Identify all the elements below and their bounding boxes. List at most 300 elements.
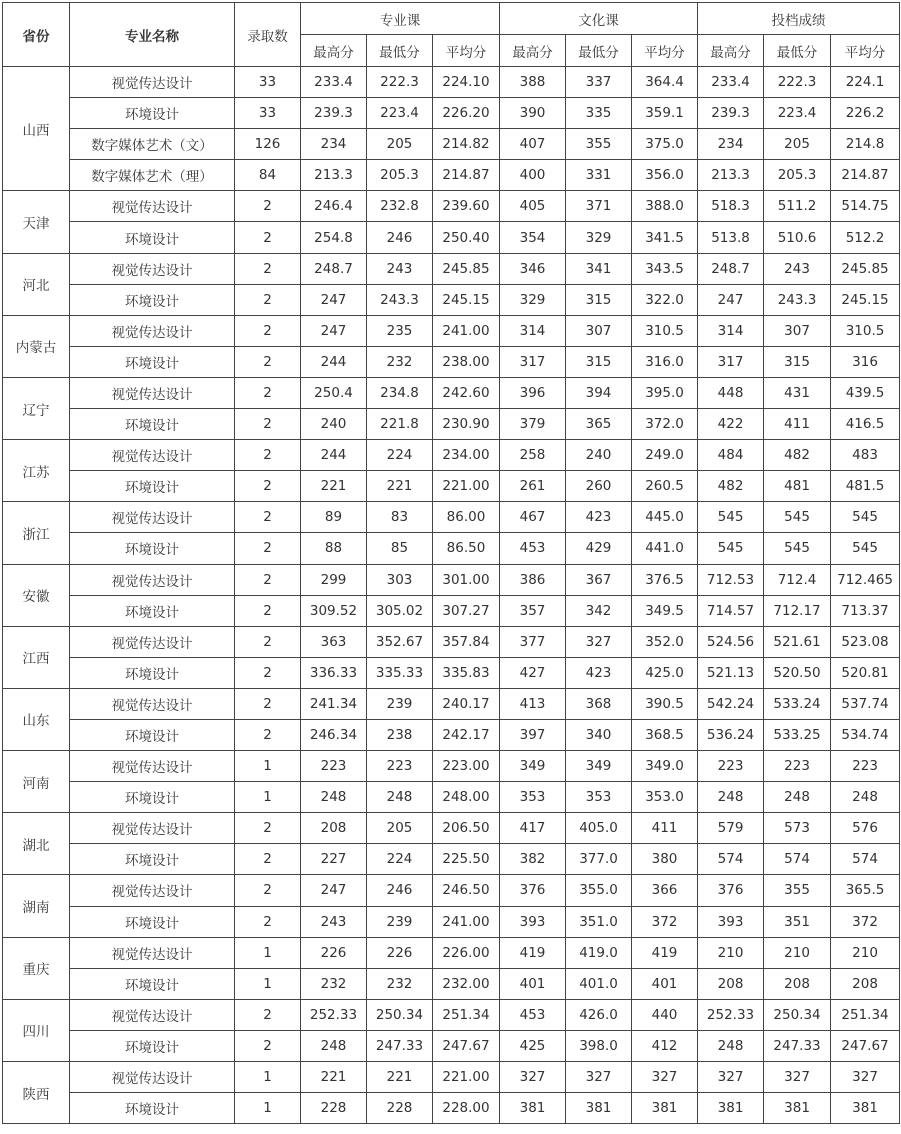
filing-min-cell: 545	[764, 533, 831, 564]
culture-avg-cell: 341.5	[632, 222, 698, 253]
prof-max-cell: 299	[301, 564, 367, 595]
filing-max-cell: 248	[698, 1030, 764, 1061]
table-row	[3, 377, 900, 408]
province-cell: 四川	[3, 999, 70, 1061]
culture-min-cell: 337	[566, 67, 632, 98]
major-cell: 视觉传达设计	[70, 67, 235, 98]
prof-min-cell: 335.33	[367, 657, 433, 688]
table-row	[3, 191, 900, 222]
province-cell: 陕西	[3, 1062, 70, 1124]
prof-min-cell: 239	[367, 906, 433, 937]
prof-max-cell: 247	[301, 315, 367, 346]
major-cell: 视觉传达设计	[70, 751, 235, 782]
prof-max-cell: 232	[301, 968, 367, 999]
culture-max-cell: 400	[500, 160, 566, 191]
prof-avg-cell: 246.50	[433, 875, 500, 906]
prof-avg-cell: 245.15	[433, 284, 500, 315]
table-row	[3, 999, 900, 1030]
filing-avg-cell: 327	[831, 1062, 900, 1093]
culture-max-cell: 381	[500, 1093, 566, 1124]
filing-min-cell: 208	[764, 968, 831, 999]
filing-max-cell: 208	[698, 968, 764, 999]
filing-max-cell: 239.3	[698, 98, 764, 129]
culture-max-cell: 377	[500, 626, 566, 657]
admitted-cell: 126	[235, 129, 301, 160]
province-cell: 安徽	[3, 564, 70, 626]
prof-avg-cell: 238.00	[433, 346, 500, 377]
prof-avg-cell: 86.00	[433, 502, 500, 533]
table-row	[3, 844, 900, 875]
culture-avg-cell: 388.0	[632, 191, 698, 222]
culture-min-cell: 426.0	[566, 999, 632, 1030]
prof-avg-cell: 241.00	[433, 315, 500, 346]
major-cell: 视觉传达设计	[70, 502, 235, 533]
filing-min-cell: 351	[764, 906, 831, 937]
filing-max-cell: 213.3	[698, 160, 764, 191]
table-row	[3, 409, 900, 440]
major-cell: 环境设计	[70, 657, 235, 688]
table-row	[3, 533, 900, 564]
culture-avg-cell: 349.5	[632, 595, 698, 626]
prof-max-cell: 247	[301, 875, 367, 906]
table-row	[3, 98, 900, 129]
filing-min-cell: 481	[764, 471, 831, 502]
prof-min-cell: 303	[367, 564, 433, 595]
culture-max-cell: 427	[500, 657, 566, 688]
major-cell: 环境设计	[70, 1030, 235, 1061]
filing-min-cell: 510.6	[764, 222, 831, 253]
culture-avg-cell: 260.5	[632, 471, 698, 502]
header-max: 最高分	[698, 35, 764, 67]
prof-max-cell: 239.3	[301, 98, 367, 129]
prof-min-cell: 232	[367, 968, 433, 999]
admitted-cell: 2	[235, 844, 301, 875]
prof-min-cell: 246	[367, 222, 433, 253]
prof-avg-cell: 357.84	[433, 626, 500, 657]
prof-avg-cell: 241.00	[433, 906, 500, 937]
header-max: 最高分	[500, 35, 566, 67]
culture-min-cell: 419.0	[566, 937, 632, 968]
prof-min-cell: 222.3	[367, 67, 433, 98]
filing-min-cell: 355	[764, 875, 831, 906]
prof-avg-cell: 242.17	[433, 719, 500, 750]
filing-max-cell: 376	[698, 875, 764, 906]
culture-avg-cell: 343.5	[632, 253, 698, 284]
culture-min-cell: 429	[566, 533, 632, 564]
prof-min-cell: 224	[367, 844, 433, 875]
prof-avg-cell: 86.50	[433, 533, 500, 564]
prof-max-cell: 221	[301, 471, 367, 502]
filing-avg-cell: 214.8	[831, 129, 900, 160]
filing-min-cell: 205	[764, 129, 831, 160]
culture-avg-cell: 401	[632, 968, 698, 999]
admitted-cell: 2	[235, 502, 301, 533]
prof-min-cell: 243.3	[367, 284, 433, 315]
filing-avg-cell: 483	[831, 440, 900, 471]
filing-min-cell: 250.34	[764, 999, 831, 1030]
major-cell: 数字媒体艺术（理）	[70, 160, 235, 191]
header-min: 最低分	[764, 35, 831, 67]
filing-min-cell: 243.3	[764, 284, 831, 315]
culture-avg-cell: 352.0	[632, 626, 698, 657]
culture-max-cell: 396	[500, 377, 566, 408]
prof-avg-cell: 251.34	[433, 999, 500, 1030]
table-body	[3, 67, 900, 1124]
major-cell: 视觉传达设计	[70, 813, 235, 844]
prof-min-cell: 234.8	[367, 377, 433, 408]
prof-min-cell: 205	[367, 129, 433, 160]
filing-min-cell: 533.25	[764, 719, 831, 750]
culture-min-cell: 381	[566, 1093, 632, 1124]
admitted-cell: 84	[235, 160, 301, 191]
prof-max-cell: 248.7	[301, 253, 367, 284]
major-cell: 环境设计	[70, 1093, 235, 1124]
culture-min-cell: 401.0	[566, 968, 632, 999]
prof-avg-cell: 223.00	[433, 751, 500, 782]
table-row	[3, 160, 900, 191]
filing-avg-cell: 439.5	[831, 377, 900, 408]
culture-max-cell: 405	[500, 191, 566, 222]
culture-max-cell: 258	[500, 440, 566, 471]
filing-avg-cell: 372	[831, 906, 900, 937]
major-cell: 视觉传达设计	[70, 191, 235, 222]
admitted-cell: 2	[235, 906, 301, 937]
filing-avg-cell: 534.74	[831, 719, 900, 750]
filing-avg-cell: 214.87	[831, 160, 900, 191]
header-province: 省份	[3, 3, 70, 67]
filing-avg-cell: 537.74	[831, 688, 900, 719]
table-row	[3, 440, 900, 471]
admitted-cell: 2	[235, 875, 301, 906]
filing-avg-cell: 245.85	[831, 253, 900, 284]
filing-avg-cell: 512.2	[831, 222, 900, 253]
prof-max-cell: 363	[301, 626, 367, 657]
filing-avg-cell: 545	[831, 533, 900, 564]
filing-max-cell: 448	[698, 377, 764, 408]
culture-min-cell: 315	[566, 346, 632, 377]
prof-max-cell: 244	[301, 346, 367, 377]
culture-avg-cell: 441.0	[632, 533, 698, 564]
prof-avg-cell: 307.27	[433, 595, 500, 626]
header-min: 最低分	[367, 35, 433, 67]
prof-min-cell: 83	[367, 502, 433, 533]
filing-min-cell: 307	[764, 315, 831, 346]
culture-avg-cell: 349.0	[632, 751, 698, 782]
filing-min-cell: 243	[764, 253, 831, 284]
prof-max-cell: 89	[301, 502, 367, 533]
table-row	[3, 595, 900, 626]
culture-max-cell: 346	[500, 253, 566, 284]
culture-min-cell: 260	[566, 471, 632, 502]
major-cell: 视觉传达设计	[70, 315, 235, 346]
admitted-cell: 2	[235, 377, 301, 408]
major-cell: 视觉传达设计	[70, 626, 235, 657]
filing-min-cell: 712.17	[764, 595, 831, 626]
province-cell: 江西	[3, 626, 70, 688]
filing-avg-cell: 416.5	[831, 409, 900, 440]
table-row	[3, 626, 900, 657]
culture-min-cell: 340	[566, 719, 632, 750]
filing-avg-cell: 381	[831, 1093, 900, 1124]
culture-min-cell: 423	[566, 657, 632, 688]
filing-max-cell: 545	[698, 502, 764, 533]
prof-min-cell: 228	[367, 1093, 433, 1124]
admission-score-table	[2, 2, 900, 1124]
prof-max-cell: 240	[301, 409, 367, 440]
filing-avg-cell: 310.5	[831, 315, 900, 346]
admitted-cell: 1	[235, 1093, 301, 1124]
province-cell: 山西	[3, 67, 70, 191]
admitted-cell: 2	[235, 1030, 301, 1061]
prof-avg-cell: 226.20	[433, 98, 500, 129]
filing-min-cell: 431	[764, 377, 831, 408]
admitted-cell: 2	[235, 191, 301, 222]
culture-avg-cell: 376.5	[632, 564, 698, 595]
admitted-cell: 2	[235, 719, 301, 750]
culture-min-cell: 349	[566, 751, 632, 782]
table-row	[3, 937, 900, 968]
culture-min-cell: 355	[566, 129, 632, 160]
culture-max-cell: 357	[500, 595, 566, 626]
culture-avg-cell: 372.0	[632, 409, 698, 440]
culture-min-cell: 355.0	[566, 875, 632, 906]
table-row	[3, 67, 900, 98]
prof-min-cell: 250.34	[367, 999, 433, 1030]
culture-max-cell: 386	[500, 564, 566, 595]
culture-max-cell: 327	[500, 1062, 566, 1093]
major-cell: 环境设计	[70, 471, 235, 502]
province-cell: 山东	[3, 688, 70, 750]
major-cell: 视觉传达设计	[70, 999, 235, 1030]
culture-avg-cell: 366	[632, 875, 698, 906]
major-cell: 环境设计	[70, 906, 235, 937]
filing-avg-cell: 247.67	[831, 1030, 900, 1061]
major-cell: 环境设计	[70, 719, 235, 750]
prof-min-cell: 232.8	[367, 191, 433, 222]
prof-min-cell: 224	[367, 440, 433, 471]
header-professional-course: 专业课	[301, 3, 500, 35]
major-cell: 视觉传达设计	[70, 688, 235, 719]
header-admitted: 录取数	[235, 3, 301, 67]
filing-avg-cell: 251.34	[831, 999, 900, 1030]
prof-max-cell: 208	[301, 813, 367, 844]
filing-max-cell: 521.13	[698, 657, 764, 688]
filing-min-cell: 574	[764, 844, 831, 875]
culture-avg-cell: 322.0	[632, 284, 698, 315]
province-cell: 浙江	[3, 502, 70, 564]
admitted-cell: 2	[235, 253, 301, 284]
prof-max-cell: 243	[301, 906, 367, 937]
table-row	[3, 564, 900, 595]
prof-min-cell: 232	[367, 346, 433, 377]
culture-max-cell: 379	[500, 409, 566, 440]
province-cell: 天津	[3, 191, 70, 253]
culture-min-cell: 365	[566, 409, 632, 440]
table-row	[3, 346, 900, 377]
filing-max-cell: 247	[698, 284, 764, 315]
admitted-cell: 2	[235, 284, 301, 315]
table-row	[3, 1030, 900, 1061]
culture-max-cell: 467	[500, 502, 566, 533]
admitted-cell: 2	[235, 564, 301, 595]
major-cell: 环境设计	[70, 98, 235, 129]
table-row	[3, 906, 900, 937]
culture-avg-cell: 440	[632, 999, 698, 1030]
culture-avg-cell: 368.5	[632, 719, 698, 750]
culture-avg-cell: 375.0	[632, 129, 698, 160]
culture-min-cell: 398.0	[566, 1030, 632, 1061]
culture-avg-cell: 381	[632, 1093, 698, 1124]
prof-min-cell: 243	[367, 253, 433, 284]
admitted-cell: 1	[235, 968, 301, 999]
admitted-cell: 2	[235, 440, 301, 471]
filing-avg-cell: 576	[831, 813, 900, 844]
culture-max-cell: 261	[500, 471, 566, 502]
province-cell: 内蒙古	[3, 315, 70, 377]
prof-max-cell: 88	[301, 533, 367, 564]
culture-max-cell: 382	[500, 844, 566, 875]
major-cell: 环境设计	[70, 844, 235, 875]
filing-min-cell: 327	[764, 1062, 831, 1093]
admitted-cell: 2	[235, 315, 301, 346]
filing-avg-cell: 713.37	[831, 595, 900, 626]
culture-avg-cell: 412	[632, 1030, 698, 1061]
filing-min-cell: 315	[764, 346, 831, 377]
culture-max-cell: 390	[500, 98, 566, 129]
major-cell: 视觉传达设计	[70, 253, 235, 284]
header-avg: 平均分	[433, 35, 500, 67]
table-row	[3, 813, 900, 844]
filing-min-cell: 223.4	[764, 98, 831, 129]
table-row	[3, 719, 900, 750]
major-cell: 环境设计	[70, 595, 235, 626]
filing-max-cell: 513.8	[698, 222, 764, 253]
filing-avg-cell: 712.465	[831, 564, 900, 595]
major-cell: 环境设计	[70, 782, 235, 813]
filing-max-cell: 393	[698, 906, 764, 937]
prof-min-cell: 248	[367, 782, 433, 813]
prof-avg-cell: 228.00	[433, 1093, 500, 1124]
major-cell: 视觉传达设计	[70, 440, 235, 471]
prof-max-cell: 233.4	[301, 67, 367, 98]
culture-min-cell: 307	[566, 315, 632, 346]
culture-min-cell: 329	[566, 222, 632, 253]
prof-avg-cell: 245.85	[433, 253, 500, 284]
filing-avg-cell: 226.2	[831, 98, 900, 129]
culture-min-cell: 351.0	[566, 906, 632, 937]
prof-min-cell: 247.33	[367, 1030, 433, 1061]
culture-avg-cell: 419	[632, 937, 698, 968]
filing-max-cell: 210	[698, 937, 764, 968]
culture-min-cell: 327	[566, 1062, 632, 1093]
prof-max-cell: 227	[301, 844, 367, 875]
major-cell: 视觉传达设计	[70, 1062, 235, 1093]
admitted-cell: 2	[235, 471, 301, 502]
province-cell: 辽宁	[3, 377, 70, 439]
culture-max-cell: 354	[500, 222, 566, 253]
table-row	[3, 502, 900, 533]
table-row	[3, 657, 900, 688]
province-cell: 河南	[3, 751, 70, 813]
prof-avg-cell: 242.60	[433, 377, 500, 408]
filing-avg-cell: 223	[831, 751, 900, 782]
prof-max-cell: 228	[301, 1093, 367, 1124]
culture-avg-cell: 390.5	[632, 688, 698, 719]
culture-max-cell: 419	[500, 937, 566, 968]
culture-max-cell: 413	[500, 688, 566, 719]
culture-min-cell: 394	[566, 377, 632, 408]
culture-min-cell: 335	[566, 98, 632, 129]
table-row	[3, 129, 900, 160]
filing-max-cell: 317	[698, 346, 764, 377]
filing-min-cell: 482	[764, 440, 831, 471]
filing-min-cell: 521.61	[764, 626, 831, 657]
prof-max-cell: 247	[301, 284, 367, 315]
major-cell: 环境设计	[70, 968, 235, 999]
admitted-cell: 2	[235, 813, 301, 844]
culture-min-cell: 315	[566, 284, 632, 315]
culture-max-cell: 314	[500, 315, 566, 346]
table-row	[3, 782, 900, 813]
major-cell: 环境设计	[70, 284, 235, 315]
header-filing-score: 投档成绩	[698, 3, 900, 35]
culture-avg-cell: 356.0	[632, 160, 698, 191]
culture-min-cell: 353	[566, 782, 632, 813]
prof-avg-cell: 250.40	[433, 222, 500, 253]
header-major: 专业名称	[70, 3, 235, 67]
admitted-cell: 2	[235, 222, 301, 253]
prof-min-cell: 205	[367, 813, 433, 844]
filing-min-cell: 520.50	[764, 657, 831, 688]
prof-avg-cell: 221.00	[433, 1062, 500, 1093]
admitted-cell: 1	[235, 1062, 301, 1093]
prof-min-cell: 238	[367, 719, 433, 750]
culture-avg-cell: 310.5	[632, 315, 698, 346]
culture-max-cell: 417	[500, 813, 566, 844]
table-row	[3, 471, 900, 502]
filing-max-cell: 223	[698, 751, 764, 782]
filing-min-cell: 573	[764, 813, 831, 844]
culture-avg-cell: 372	[632, 906, 698, 937]
prof-avg-cell: 224.10	[433, 67, 500, 98]
table-row	[3, 284, 900, 315]
prof-min-cell: 226	[367, 937, 433, 968]
filing-max-cell: 248.7	[698, 253, 764, 284]
prof-avg-cell: 225.50	[433, 844, 500, 875]
culture-max-cell: 349	[500, 751, 566, 782]
filing-max-cell: 482	[698, 471, 764, 502]
filing-max-cell: 234	[698, 129, 764, 160]
culture-avg-cell: 380	[632, 844, 698, 875]
header-max: 最高分	[301, 35, 367, 67]
culture-max-cell: 425	[500, 1030, 566, 1061]
prof-max-cell: 234	[301, 129, 367, 160]
prof-max-cell: 309.52	[301, 595, 367, 626]
culture-min-cell: 240	[566, 440, 632, 471]
prof-min-cell: 246	[367, 875, 433, 906]
filing-avg-cell: 545	[831, 502, 900, 533]
prof-min-cell: 235	[367, 315, 433, 346]
header-min: 最低分	[566, 35, 632, 67]
filing-max-cell: 714.57	[698, 595, 764, 626]
major-cell: 环境设计	[70, 222, 235, 253]
filing-avg-cell: 523.08	[831, 626, 900, 657]
prof-max-cell: 221	[301, 1062, 367, 1093]
prof-max-cell: 248	[301, 1030, 367, 1061]
prof-min-cell: 221	[367, 1062, 433, 1093]
prof-avg-cell: 234.00	[433, 440, 500, 471]
province-cell: 江苏	[3, 440, 70, 502]
